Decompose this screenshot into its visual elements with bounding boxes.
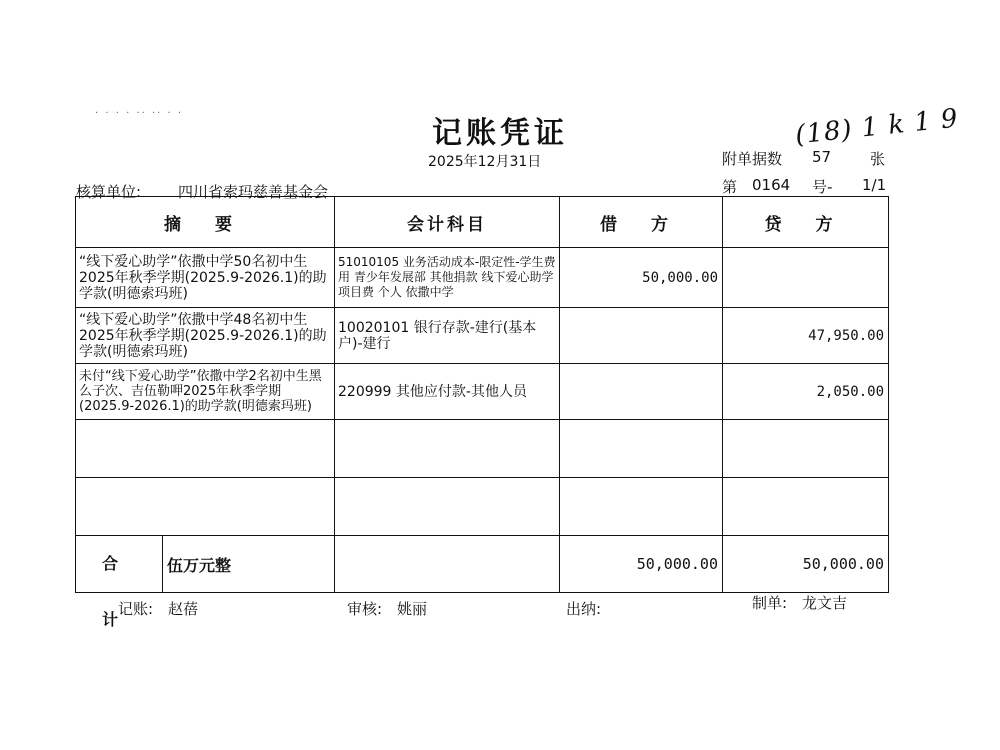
row-summary xyxy=(76,478,335,536)
attachments-count: 57 xyxy=(812,148,832,166)
total-credit: 50,000.00 xyxy=(723,536,889,593)
total-debit: 50,000.00 xyxy=(560,536,723,593)
total-account-empty xyxy=(335,536,560,593)
row-debit: 50,000.00 xyxy=(560,248,723,308)
page-title: 记账凭证 xyxy=(432,116,568,151)
table-row xyxy=(76,478,889,536)
row-credit: 2,050.00 xyxy=(723,364,889,420)
bookkeeper-name: 赵蓓 xyxy=(168,600,199,618)
handwritten-note: (18) 1 k 1 9 xyxy=(793,103,960,151)
header-account: 会计科目 xyxy=(335,197,560,248)
row-summary: “线下爱心助学”依撒中学50名初中生2025年秋季学期(2025.9-2026.1)的助学款(明德索玛班) xyxy=(76,248,335,308)
row-summary: 未付“线下爱心助学”依撒中学2名初中生黑么子次、吉伍勒呷2025年秋季学期(2025.9-2026.1)的助学款(明德索玛班) xyxy=(76,364,335,420)
row-summary xyxy=(76,420,335,478)
row-credit xyxy=(723,420,889,478)
row-debit xyxy=(560,364,723,420)
row-account xyxy=(335,478,560,536)
voucher-page: 1/1 xyxy=(862,176,887,194)
cashier-label: 出纳: xyxy=(566,600,602,618)
total-row xyxy=(76,536,889,593)
reviewer-label: 审核: xyxy=(347,600,383,618)
voucher-prefix: 第 xyxy=(722,178,738,196)
preparer-label: 制单: xyxy=(752,594,788,612)
attachments-unit: 张 xyxy=(870,150,886,168)
voucher-suffix: 号- xyxy=(812,178,833,196)
row-credit: 47,950.00 xyxy=(723,308,889,364)
row-account xyxy=(335,420,560,478)
preparer-name: 龙文吉 xyxy=(802,594,848,612)
total-label: 合 计 xyxy=(76,536,163,592)
unit-name: 四川省索玛慈善基金会 xyxy=(178,183,329,201)
table-row xyxy=(76,420,889,478)
bookkeeper-label: 记账: xyxy=(118,600,154,618)
table-header-row xyxy=(76,197,889,248)
header-debit: 借 方 xyxy=(560,197,723,248)
table-row xyxy=(76,248,889,308)
table-row xyxy=(76,308,889,364)
voucher-date: 2025年12月31日 xyxy=(428,154,542,170)
row-debit xyxy=(560,420,723,478)
row-debit xyxy=(560,478,723,536)
row-summary: “线下爱心助学”依撒中学48名初中生2025年秋季学期(2025.9-2026.1)的助学款(明德索玛班) xyxy=(76,308,335,364)
scan-marks: · · · · ·· ·· · · xyxy=(95,108,184,119)
reviewer-name: 姚丽 xyxy=(397,600,428,618)
voucher-number: 0164 xyxy=(752,176,791,194)
attachments-label: 附单据数 xyxy=(722,150,783,168)
unit-label: 核算单位: xyxy=(76,183,142,201)
header-summary: 摘 要 xyxy=(76,197,335,248)
row-account: 220999 其他应付款-其他人员 xyxy=(335,364,560,420)
total-amount-in-words: 伍万元整 xyxy=(167,555,232,575)
table-row xyxy=(76,364,889,420)
row-credit xyxy=(723,478,889,536)
row-account: 51010105 业务活动成本-限定性-学生费用 青少年发展部 其他捐款 线下爱心助学 项目费 个人 依撒中学 xyxy=(335,248,560,308)
header-credit: 贷 方 xyxy=(723,197,889,248)
row-account: 10020101 银行存款-建行(基本户)-建行 xyxy=(335,308,560,364)
row-debit xyxy=(560,308,723,364)
row-credit xyxy=(723,248,889,308)
